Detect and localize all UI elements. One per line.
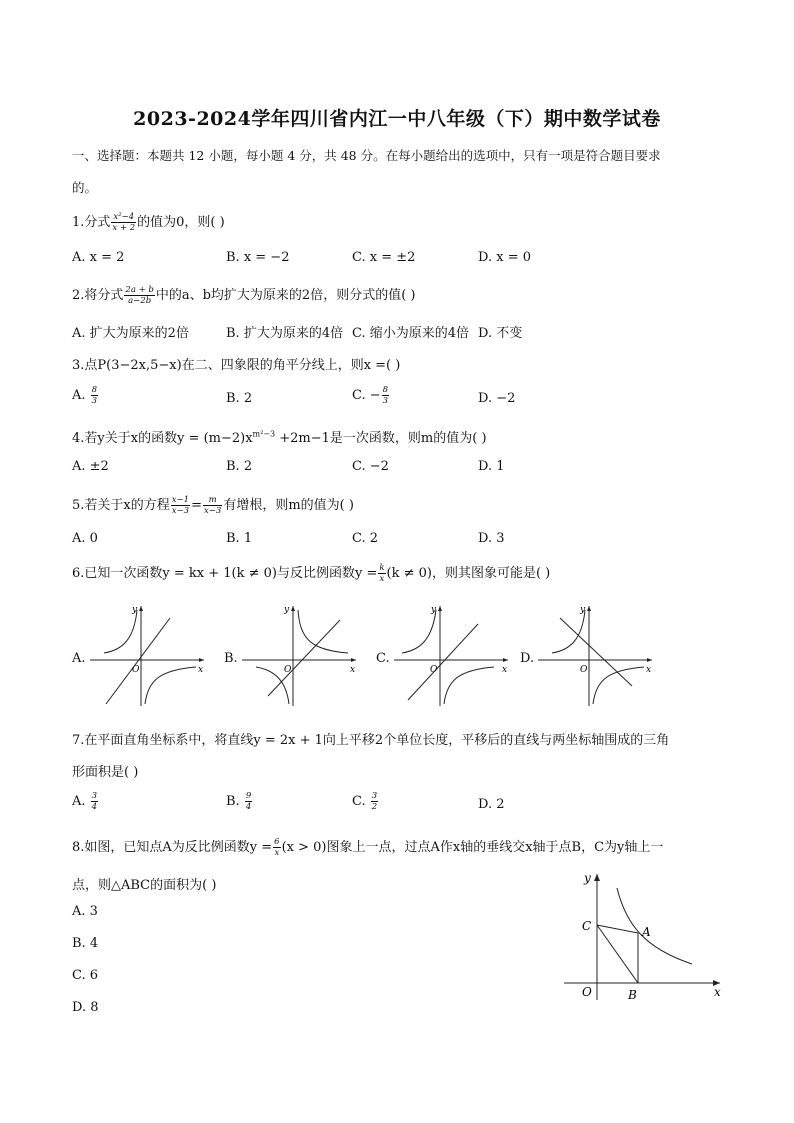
line-graph <box>268 620 340 696</box>
q3-option-b[interactable]: B. 2 <box>226 391 253 406</box>
hyperbola-curve <box>617 888 692 964</box>
q5-option-a[interactable]: A. 0 <box>72 531 98 546</box>
label-o: O <box>582 985 592 999</box>
q5-option-d[interactable]: D. 3 <box>478 531 505 546</box>
q8-option-a[interactable]: A. 3 <box>72 904 98 919</box>
q3-option-d[interactable]: D. −2 <box>478 391 516 406</box>
q8-option-c[interactable]: C. 6 <box>72 968 99 983</box>
q7-option-c[interactable]: C. $\frac{3}{2}$ <box>352 791 378 812</box>
q1-option-a[interactable]: A. x = 2 <box>72 250 125 265</box>
q1-option-c[interactable]: C. x = ±2 <box>352 250 416 265</box>
origin-label: O <box>580 665 588 675</box>
segment-cb <box>597 925 638 983</box>
question-3-stem: 3.点P(3−2x,5−x)在二、四象限的角平分线上，则x =( ) <box>72 358 401 373</box>
label-c: C <box>582 919 592 933</box>
hyperbola-branch-2 <box>444 667 494 704</box>
q8-option-b[interactable]: B. 4 <box>72 936 99 951</box>
segment-ca <box>597 925 638 933</box>
y-axis-arrow <box>291 606 295 611</box>
origin-label: O <box>132 665 140 675</box>
q6-graph-a <box>88 600 208 710</box>
q6-graph-d <box>536 600 656 710</box>
y-axis-arrow <box>587 606 591 611</box>
q2-fraction: $\frac{2a + b}{a-2b}$ <box>125 285 154 306</box>
q8-option-d[interactable]: D. 8 <box>72 1000 99 1015</box>
section-heading-line1: 一、选择题：本题共 12 小题，每小题 4 分，共 48 分。在每小题给出的选项中，只有一项是符合题目要求 <box>72 148 661 163</box>
line-graph <box>106 618 170 704</box>
hyperbola-branch-2 <box>145 667 196 704</box>
x-axis-arrow <box>199 658 204 662</box>
question-6-stem: 6.已知一次函数y = kx + 1(k ≠ 0)与反比例函数y = $\frac{k}{x}$ (k ≠ 0)，则其图象可能是( ) <box>72 563 551 584</box>
axis-y-label: y <box>580 605 586 615</box>
q3-option-a[interactable]: A. $\frac{8}{3}$ <box>72 385 98 406</box>
q1-option-b[interactable]: B. x = −2 <box>226 250 290 265</box>
hyperbola-branch-1 <box>552 610 585 653</box>
q4-option-b[interactable]: B. 2 <box>226 459 253 474</box>
y-axis-arrow <box>139 606 143 611</box>
hyperbola-branch-1 <box>402 610 436 653</box>
q6-graph-c <box>392 600 512 710</box>
q7-option-a[interactable]: A. $\frac{3}{4}$ <box>72 791 98 812</box>
question-7-stem-line2: 形面积是( ) <box>72 765 139 780</box>
origin-label: O <box>430 665 438 675</box>
axis-y-label: y <box>431 605 437 615</box>
axis-x-label: x <box>350 665 356 675</box>
q7-option-d[interactable]: D. 2 <box>478 797 505 812</box>
q7-option-b[interactable]: B. $\frac{9}{4}$ <box>226 791 252 812</box>
q1-prefix: 1.分式 <box>72 215 111 230</box>
origin-label: O <box>284 665 292 675</box>
q6-graph-b <box>240 600 360 710</box>
hyperbola-branch-1 <box>104 610 137 653</box>
q4-option-d[interactable]: D. 1 <box>478 459 505 474</box>
label-x: x <box>714 985 721 999</box>
question-4-stem: 4.若y关于x的函数$y = (m-2)x^{m^2-3} +2m-1$是一次函数，则m的值为( ) <box>72 429 487 446</box>
x-axis-arrow <box>351 658 356 662</box>
question-8-stem-line2: 点，则△ABC的面积为( ) <box>72 878 217 893</box>
question-8-stem-line1: 8.如图，已知点A为反比例函数y = $\frac{6}{x}$ (x > 0)图象上一点，过点A作x轴的垂线交x轴于点B，C为y轴上一 <box>72 837 664 858</box>
q2-prefix: 2.将分式 <box>72 288 124 303</box>
section-heading-line2: 的。 <box>72 180 98 195</box>
y-axis-arrow <box>594 874 600 881</box>
q1-suffix: 的值为0，则( ) <box>137 215 225 230</box>
axis-y-label: y <box>132 605 138 615</box>
q2-option-c[interactable]: C. 缩小为原来的4倍 <box>352 326 470 341</box>
question-7-stem-line1: 7.在平面直角坐标系中，将直线y = 2x + 1向上平移2个单位长度，平移后的直线与两坐标轴围成的三角 <box>72 733 670 748</box>
x-axis-arrow <box>647 658 652 662</box>
q6-option-b[interactable]: B. <box>224 651 238 666</box>
page-title: 2023-2024学年四川省内江一中八年级（下）期中数学试卷 <box>133 108 661 130</box>
axis-x-label: x <box>646 665 652 675</box>
q3-option-c[interactable]: C. − $\frac{8}{3}$ <box>352 385 389 406</box>
q5-option-b[interactable]: B. 1 <box>226 531 253 546</box>
line-graph <box>408 624 478 700</box>
question-2-stem <box>72 284 415 306</box>
label-y: y <box>584 871 591 885</box>
q5-option-c[interactable]: C. 2 <box>352 531 379 546</box>
hyperbola-branch-1 <box>298 610 348 653</box>
q6-option-a[interactable]: A. <box>72 651 86 666</box>
label-a: A <box>642 925 651 939</box>
question-1-stem <box>72 211 225 233</box>
q2-option-b[interactable]: B. 扩大为原来的4倍 <box>226 326 344 341</box>
q6-option-d[interactable]: D. <box>520 651 535 666</box>
q4-option-a[interactable]: A. ±2 <box>72 459 109 474</box>
q6-option-c[interactable]: C. <box>376 651 390 666</box>
y-axis-arrow <box>438 606 442 611</box>
q2-suffix: 中的a、b均扩大为原来的2倍，则分式的值( ) <box>155 288 416 303</box>
x-axis-arrow <box>503 658 508 662</box>
line-graph <box>560 618 632 686</box>
question-5-stem: 5.若关于x的方程 $\frac{x-1}{x-3}$ = $\frac{m}{x-3}$ 有增根，则m的值为( ) <box>72 495 354 516</box>
axis-x-label: x <box>198 665 204 675</box>
axis-y-label: y <box>284 605 290 615</box>
q2-option-a[interactable]: A. 扩大为原来的2倍 <box>72 326 189 341</box>
q2-option-d[interactable]: D. 不变 <box>478 326 523 341</box>
hyperbola-branch-2 <box>593 667 644 704</box>
q1-fraction: $\frac{\text{x²−4}}{x + 2}$ <box>112 212 136 233</box>
axis-x-label: x <box>502 665 508 675</box>
label-b: B <box>628 988 637 1002</box>
q1-option-d[interactable]: D. x = 0 <box>478 250 531 265</box>
q8-figure <box>560 866 730 1006</box>
q4-option-c[interactable]: C. −2 <box>352 459 389 474</box>
